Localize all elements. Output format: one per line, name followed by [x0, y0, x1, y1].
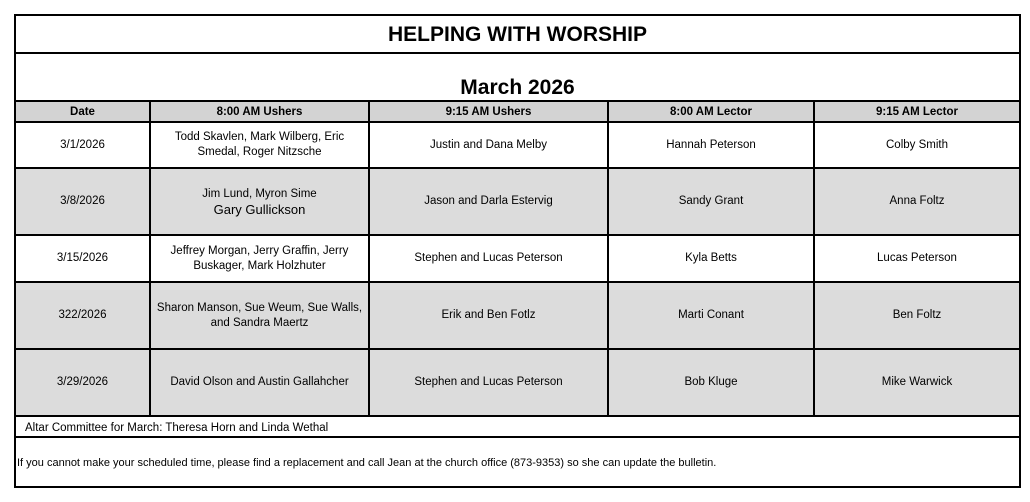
lector-915-cell: Ben Foltz	[814, 282, 1019, 349]
schedule-table	[16, 100, 1019, 417]
altar-committee-line: Altar Committee for March: Theresa Horn and Linda Wethal	[16, 417, 1019, 438]
ushers-800-cell: Todd Skavlen, Mark Wilberg, Eric Smedal, Roger Nitzsche	[150, 122, 369, 168]
ushers-915-cell: Justin and Dana Melby	[369, 122, 608, 168]
table-row	[16, 235, 1019, 282]
ushers-800-cell: Sharon Manson, Sue Weum, Sue Walls, and Sandra Maertz	[150, 282, 369, 349]
date-cell: 322/2026	[16, 282, 150, 349]
lector-800-cell: Bob Kluge	[608, 349, 814, 416]
table-row	[16, 122, 1019, 168]
date-cell: 3/8/2026	[16, 168, 150, 235]
ushers-800-cell: Jeffrey Morgan, Jerry Graffin, Jerry Buskager, Mark Holzhuter	[150, 235, 369, 282]
column-header-lector-915: 9:15 AM Lector	[814, 101, 1019, 122]
table-row	[16, 168, 1019, 235]
lector-915-cell: Colby Smith	[814, 122, 1019, 168]
replacement-note: If you cannot make your scheduled time, please find a replacement and call Jean at the church office (873-9353) so she can update the bulletin.	[17, 457, 717, 469]
table-row	[16, 282, 1019, 349]
table-header-row	[16, 101, 1019, 122]
month-heading: March 2026	[460, 76, 575, 99]
page-title: HELPING WITH WORSHIP	[16, 16, 1019, 54]
lector-800-cell: Hannah Peterson	[608, 122, 814, 168]
lector-800-cell: Sandy Grant	[608, 168, 814, 235]
ushers-800-cell: David Olson and Austin Gallahcher	[150, 349, 369, 416]
ushers-800-line: Jim Lund, Myron Sime	[202, 187, 317, 200]
lector-800-cell: Kyla Betts	[608, 235, 814, 282]
lector-915-cell: Lucas Peterson	[814, 235, 1019, 282]
lector-800-cell: Marti Conant	[608, 282, 814, 349]
ushers-915-cell: Erik and Ben Fotlz	[369, 282, 608, 349]
ushers-915-cell: Jason and Darla Estervig	[369, 168, 608, 235]
date-cell: 3/15/2026	[16, 235, 150, 282]
ushers-800-line: Gary Gullickson	[213, 201, 306, 217]
table-row	[16, 349, 1019, 416]
column-header-lector-800: 8:00 AM Lector	[608, 101, 814, 122]
column-header-ushers-915: 9:15 AM Ushers	[369, 101, 608, 122]
ushers-800-cell	[150, 168, 369, 235]
lector-915-cell: Anna Foltz	[814, 168, 1019, 235]
column-header-date: Date	[16, 101, 150, 122]
lector-915-cell: Mike Warwick	[814, 349, 1019, 416]
date-cell: 3/1/2026	[16, 122, 150, 168]
ushers-915-cell: Stephen and Lucas Peterson	[369, 235, 608, 282]
column-header-ushers-800: 8:00 AM Ushers	[150, 101, 369, 122]
date-cell: 3/29/2026	[16, 349, 150, 416]
ushers-915-cell: Stephen and Lucas Peterson	[369, 349, 608, 416]
schedule-sheet	[14, 14, 1021, 488]
